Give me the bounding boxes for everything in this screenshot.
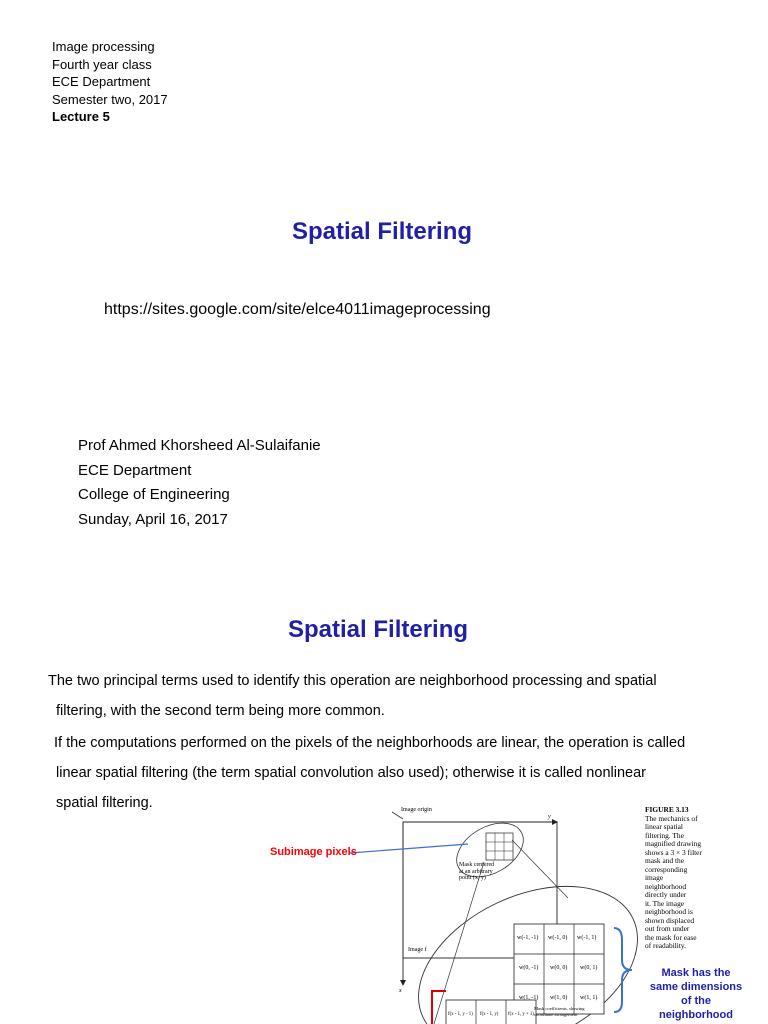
mask-cell: w(0, -1)	[519, 965, 539, 971]
header-semester: Semester two, 2017	[52, 91, 168, 107]
pixel-cell: f(x - 1, y + 1)	[508, 1012, 534, 1017]
figure-caption: FIGURE 3.13 The mechanics of linear spatial filtering. The magnified drawing shows a 3 × 3 filter mask and the corresponding image neighborhood directly under it. The image neighborhood is shown displaced out from under the mask for ease of readability.	[645, 805, 702, 950]
zoom-line-right	[512, 840, 568, 898]
slide2-title: Spatial Filtering	[288, 616, 469, 643]
image-origin-label: Image origin	[401, 807, 432, 813]
author-date: Sunday, April 16, 2017	[78, 510, 228, 528]
mask-cell: w(-1, 0)	[548, 935, 568, 941]
author-department: ECE Department	[78, 461, 192, 479]
header-course: Image processing	[52, 39, 155, 54]
paragraph-line-2: filtering, with the second term being more common.	[56, 703, 385, 719]
mask-cell: w(1, 0)	[550, 995, 568, 1001]
paragraph-line-3: If the computations performed on the pixels of the neighborhoods are linear, the operation is called	[54, 735, 686, 751]
mask-cell: w(0, 1)	[580, 965, 598, 971]
course-url[interactable]: https://sites.google.com/site/elce4011imageprocessing	[104, 301, 491, 318]
pixel-cell: f(x - 1, y - 1)	[448, 1012, 473, 1017]
author-college: College of Engineering	[78, 486, 230, 503]
mask-cell: w(1, -1)	[519, 995, 539, 1001]
mask-cell: w(-1, -1)	[517, 935, 539, 941]
header-department: ECE Department	[52, 74, 151, 90]
header-lecture: Lecture 5	[52, 109, 110, 125]
mask-cell: w(-1, 1)	[577, 935, 597, 941]
paragraph-line-1: The two principal terms used to identify this operation are neighborhood processing and spatial	[48, 673, 657, 689]
author-name: Prof Ahmed Khorsheed Al-Sulaifanie	[78, 437, 321, 454]
subimage-pointer	[350, 844, 468, 853]
pixel-cell: f(x - 1, y)	[480, 1012, 499, 1017]
mask-coefficient-note: Mask coefficients, showing coordinate arrangement	[534, 1006, 585, 1017]
paragraph-line-4: linear spatial filtering (the term spatial convolution also used); otherwise it is called nonlinear	[56, 765, 646, 781]
mask-dimensions-label: Mask has the same dimensions of the neighborhood	[649, 967, 743, 1021]
small-mask-grid	[486, 833, 513, 860]
mask-note: Mask centered at an arbitrary point (x, y)	[459, 862, 495, 881]
blue-brace	[614, 928, 632, 1012]
origin-arrow	[392, 812, 403, 819]
axis-y-label: y	[548, 814, 551, 820]
header-year: Fourth year class	[52, 56, 152, 72]
subimage-pixels-label: Subimage pixels	[270, 846, 357, 858]
x-axis-arrowhead	[400, 980, 406, 986]
axis-x-label: x	[399, 988, 402, 994]
paragraph-line-5: spatial filtering.	[56, 795, 153, 811]
mask-cell: w(1, 1)	[580, 995, 598, 1001]
slide1-title: Spatial Filtering	[292, 218, 473, 245]
mask-cell: w(0, 0)	[550, 965, 568, 971]
image-f-label: Image f	[408, 947, 427, 953]
